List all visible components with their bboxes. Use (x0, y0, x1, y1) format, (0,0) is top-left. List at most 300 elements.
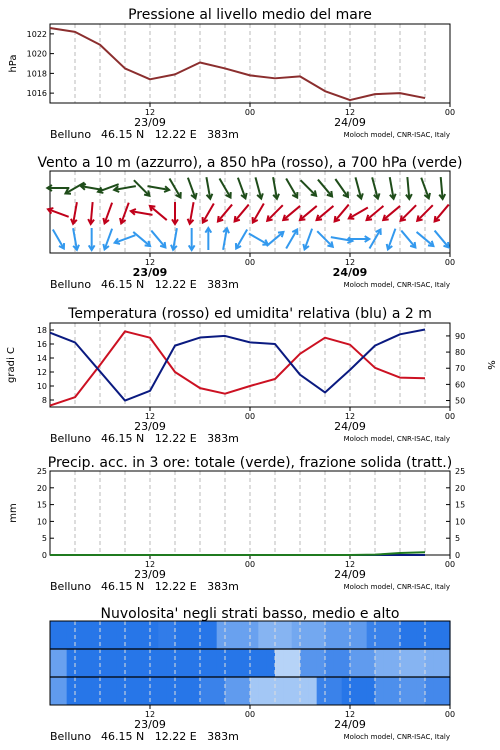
wind-arrow-700-hPa (134, 180, 150, 196)
total-precip-line (50, 552, 425, 555)
panel-title: Pressione al livello medio del mare (128, 7, 372, 23)
cloud-cell-alto (175, 621, 184, 649)
cloud-cell-medio (283, 649, 292, 677)
wind-arrow-700-hPa (206, 177, 212, 199)
model-credit: Moloch model, CNR-ISAC, Italy (343, 435, 450, 443)
location-coords: 46.15 N 12.22 E 383m (101, 730, 239, 743)
wind-arrow-10-m (249, 234, 268, 245)
cloud-cell-alto (167, 621, 176, 649)
cloud-cell-basso (333, 677, 342, 705)
cloud-cell-medio (67, 649, 76, 677)
cloud-cell-basso (317, 677, 326, 705)
cloud-cell-basso (408, 677, 417, 705)
panel-title: Temperatura (rosso) ed umidita' relativa (blu) a 2 m (68, 306, 432, 322)
cloud-cell-basso (200, 677, 209, 705)
panel-title: Precip. acc. in 3 ore: totale (verde), frazione solida (tratt.) (47, 455, 453, 471)
arrow-shaft (286, 178, 297, 197)
x-tick-label: 00 (444, 108, 456, 117)
location-name: Belluno (50, 128, 92, 141)
x-tick-label: 12 (344, 412, 356, 421)
cloud-cell-alto (350, 621, 359, 649)
pressure-line (50, 28, 425, 100)
cloud-cell-alto (408, 621, 417, 649)
y-tick-label-right: 60 (455, 380, 466, 390)
y-tick-label: 20 (36, 483, 47, 493)
cloud-cell-alto (325, 621, 334, 649)
arrow-shaft (283, 206, 300, 220)
wind-arrow-700-hPa (238, 178, 247, 199)
wind-arrow-700-hPa (301, 180, 317, 196)
wind-arrow-850-hPa (435, 205, 449, 222)
cloud-cell-alto (142, 621, 151, 649)
y-axis-label: gradi C (6, 347, 17, 383)
cloud-cell-alto (367, 621, 376, 649)
y-tick-label-right: 50 (455, 396, 466, 406)
arrow-shaft (401, 205, 417, 221)
cloud-cell-medio (217, 649, 226, 677)
location-name: Belluno (50, 278, 92, 291)
x-tick-label: 12 (144, 412, 156, 421)
cloud-cell-medio (275, 649, 284, 677)
cloud-cell-medio (142, 649, 151, 677)
y-tick-label-right: 5 (455, 534, 461, 544)
cloud-cell-medio (325, 649, 334, 677)
cloud-cell-alto (92, 621, 101, 649)
wind-arrow-700-hPa (406, 177, 412, 199)
wind-arrow-700-hPa (148, 186, 170, 192)
cloud-cell-basso (258, 677, 267, 705)
arrow-shaft (235, 205, 249, 222)
cloud-cell-medio (250, 649, 259, 677)
cloud-cell-alto (292, 621, 301, 649)
wind-arrow-700-hPa (439, 177, 445, 199)
x-tick-label: 00 (244, 560, 256, 569)
y-tick-label-right: 70 (455, 364, 466, 374)
wind-arrow-10-m (205, 228, 211, 250)
wind-arrow-850-hPa (349, 208, 368, 219)
cloud-cell-alto (217, 621, 226, 649)
cloud-cell-basso (375, 677, 384, 705)
cloud-cell-basso (83, 677, 92, 705)
y-tick-label-right: 15 (455, 500, 466, 510)
x-tick-label: 12 (344, 560, 356, 569)
arrow-shaft (335, 205, 349, 222)
wind-arrow-850-hPa (131, 209, 153, 215)
y-tick-label-right: 20 (455, 483, 466, 493)
wind-arrow-700-hPa (421, 178, 430, 199)
date-label: 24/09 (332, 266, 368, 279)
wind-arrow-850-hPa (335, 205, 349, 222)
wind-arrow-850-hPa (401, 205, 417, 221)
cloud-cell-alto (100, 621, 109, 649)
cloud-cell-basso (325, 677, 334, 705)
wind-arrow-850-hPa (120, 203, 129, 224)
cloud-cell-basso (342, 677, 351, 705)
y-tick-label: 1020 (26, 49, 47, 59)
date-label: 24/09 (334, 116, 366, 129)
cloud-cell-medio (308, 649, 317, 677)
y-tick-label: 5 (41, 534, 47, 544)
cloud-cell-medio (225, 649, 234, 677)
cloud-cell-basso (392, 677, 401, 705)
cloud-cell-medio (425, 649, 434, 677)
location-coords: 46.15 N 12.22 E 383m (101, 128, 239, 141)
date-label: 23/09 (134, 568, 166, 581)
wind-arrow-850-hPa (103, 203, 112, 224)
wind-arrow-10-m (89, 228, 95, 250)
cloud-cell-basso (292, 677, 301, 705)
arrow-shaft (401, 231, 415, 248)
cloud-cell-alto (308, 621, 317, 649)
arrow-shaft (53, 229, 64, 248)
y-tick-label-right: 80 (455, 348, 466, 358)
cloud-cell-medio (292, 649, 301, 677)
cloud-cell-alto (392, 621, 401, 649)
cloud-cell-alto (192, 621, 201, 649)
cloud-cell-medio (258, 649, 267, 677)
cloud-cell-alto (383, 621, 392, 649)
y-tick-label: 10 (36, 517, 47, 527)
model-credit: Moloch model, CNR-ISAC, Italy (343, 131, 450, 139)
temperature-line (50, 331, 425, 405)
wind-arrow-850-hPa (203, 203, 214, 222)
cloud-cell-medio (75, 649, 84, 677)
cloud-cell-medio (100, 649, 109, 677)
cloud-cell-alto (200, 621, 209, 649)
cloud-cell-alto (58, 621, 67, 649)
cloud-cell-medio (408, 649, 417, 677)
y-tick-label: 1018 (26, 69, 47, 79)
cloud-cell-basso (367, 677, 376, 705)
cloud-cell-medio (300, 649, 309, 677)
x-tick-label: 12 (344, 258, 356, 267)
wind-arrow-850-hPa (71, 202, 77, 224)
wind-arrow-700-hPa (255, 177, 262, 198)
wind-arrow-850-hPa (48, 208, 69, 217)
y-axis-label: mm (8, 503, 19, 523)
wind-arrow-10-m (223, 228, 229, 250)
x-tick-label: 00 (244, 258, 256, 267)
wind-arrow-700-hPa (390, 177, 396, 199)
cloud-cell-medio (242, 649, 251, 677)
y-tick-label-right: 90 (455, 331, 466, 341)
cloud-cell-medio (400, 649, 409, 677)
y-tick-label-right: 25 (455, 467, 466, 476)
x-tick-label: 12 (344, 108, 356, 117)
cloud-cell-medio (442, 649, 451, 677)
wind-arrow-700-hPa (273, 177, 279, 199)
wind-arrow-700-hPa (47, 185, 69, 191)
cloud-cell-alto (108, 621, 117, 649)
location-coords: 46.15 N 12.22 E 383m (101, 278, 239, 291)
cloud-cell-basso (400, 677, 409, 705)
cloud-cell-alto (358, 621, 367, 649)
cloud-cell-alto (333, 621, 342, 649)
cloud-cell-medio (350, 649, 359, 677)
plot-frame (50, 24, 450, 103)
cloud-cell-medio (108, 649, 117, 677)
cloud-cell-medio (92, 649, 101, 677)
cloud-cell-basso (117, 677, 126, 705)
cloud-cell-medio (233, 649, 242, 677)
arrow-shaft (435, 205, 449, 222)
cloud-cell-basso (50, 677, 59, 705)
cloud-cell-basso (425, 677, 434, 705)
cloud-cell-basso (75, 677, 84, 705)
location-name: Belluno (50, 730, 92, 743)
cloud-cell-basso (183, 677, 192, 705)
cloud-cell-alto (75, 621, 84, 649)
location-coords: 46.15 N 12.22 E 383m (101, 580, 239, 593)
x-tick-label: 00 (244, 710, 256, 719)
cloud-cell-basso (250, 677, 259, 705)
cloud-cell-medio (392, 649, 401, 677)
cloud-cell-alto (133, 621, 142, 649)
date-label: 23/09 (134, 420, 166, 433)
cloud-cell-basso (133, 677, 142, 705)
model-credit: Moloch model, CNR-ISAC, Italy (343, 583, 450, 591)
cloud-cell-alto (183, 621, 192, 649)
arrow-shaft (435, 231, 449, 248)
cloud-cell-medio (58, 649, 67, 677)
cloud-cell-basso (158, 677, 167, 705)
wind-arrow-10-m (435, 231, 449, 248)
y-tick-label: 1022 (26, 29, 47, 39)
location-coords: 46.15 N 12.22 E 383m (101, 432, 239, 445)
cloud-cell-basso (300, 677, 309, 705)
arrow-shaft (301, 180, 317, 196)
x-tick-label: 00 (244, 108, 256, 117)
cloud-cell-basso (383, 677, 392, 705)
wind-arrow-10-m (236, 229, 247, 248)
cloud-cell-medio (417, 649, 426, 677)
cloud-cell-medio (192, 649, 201, 677)
cloud-cell-medio (150, 649, 159, 677)
cloud-cell-alto (208, 621, 217, 649)
wind-arrow-10-m (151, 231, 165, 248)
wind-arrow-700-hPa (355, 177, 362, 198)
cloud-cell-basso (192, 677, 201, 705)
y-tick-label-right: 10 (455, 517, 466, 527)
wind-arrow-10-m (103, 229, 112, 250)
arrow-shaft (249, 234, 268, 245)
arrow-shaft (335, 179, 348, 197)
y-tick-label: 8 (41, 396, 47, 405)
wind-arrow-700-hPa (335, 179, 348, 197)
x-tick-label: 00 (244, 412, 256, 421)
cloud-cell-alto (275, 621, 284, 649)
cloud-cell-alto (433, 621, 442, 649)
cloud-cell-alto (225, 621, 234, 649)
cloud-cell-basso (67, 677, 76, 705)
cloud-cell-medio (358, 649, 367, 677)
date-label: 23/09 (132, 266, 168, 279)
y-tick-label: 12 (36, 368, 47, 377)
x-tick-label: 00 (444, 560, 456, 569)
x-tick-label: 00 (444, 412, 456, 421)
cloud-cell-medio (183, 649, 192, 677)
cloud-cell-medio (317, 649, 326, 677)
arrow-shaft (134, 180, 150, 196)
cloud-cell-alto (425, 621, 434, 649)
arrow-shaft (253, 203, 264, 222)
arrow-shaft (203, 203, 214, 222)
x-tick-label: 12 (344, 710, 356, 719)
y-tick-label-right: 0 (455, 551, 461, 560)
cloud-cell-medio (158, 649, 167, 677)
cloud-cell-basso (208, 677, 217, 705)
cloud-cell-basso (233, 677, 242, 705)
wind-arrow-10-m (133, 232, 150, 246)
cloud-cell-alto (342, 621, 351, 649)
cloud-cell-alto (317, 621, 326, 649)
cloud-cell-alto (250, 621, 259, 649)
wind-arrow-850-hPa (88, 202, 94, 224)
arrow-shaft (133, 232, 150, 246)
cloud-cell-medio (125, 649, 134, 677)
x-tick-label: 12 (144, 710, 156, 719)
cloud-cell-alto (125, 621, 134, 649)
cloud-cell-medio (383, 649, 392, 677)
wind-arrow-700-hPa (286, 178, 297, 197)
wind-arrow-850-hPa (172, 202, 178, 224)
date-label: 23/09 (134, 718, 166, 731)
wind-arrow-850-hPa (253, 203, 264, 222)
y-tick-label: 16 (36, 340, 47, 349)
cloud-cell-basso (100, 677, 109, 705)
location-name: Belluno (50, 432, 92, 445)
cloud-cell-medio (83, 649, 92, 677)
cloud-cell-basso (433, 677, 442, 705)
arrow-shaft (150, 206, 167, 220)
cloud-cell-medio (267, 649, 276, 677)
y-tick-label: 0 (41, 551, 47, 560)
wind-arrow-10-m (171, 228, 177, 250)
y-tick-label: 15 (36, 500, 47, 510)
cloud-cell-basso (167, 677, 176, 705)
y-tick-label: 1016 (26, 89, 47, 99)
wind-arrow-10-m (401, 231, 415, 248)
cloud-cell-medio (208, 649, 217, 677)
cloud-cell-basso (175, 677, 184, 705)
cloud-cell-medio (333, 649, 342, 677)
cloud-cell-alto (67, 621, 76, 649)
wind-arrow-850-hPa (300, 206, 317, 220)
wind-arrow-10-m (331, 237, 353, 243)
location-name: Belluno (50, 580, 92, 593)
date-label: 24/09 (334, 420, 366, 433)
y-axis-label-right: % (485, 360, 496, 370)
panel-title: Vento a 10 m (azzurro), a 850 hPa (rosso), a 700 hPa (verde) (37, 155, 463, 171)
cloud-cell-basso (225, 677, 234, 705)
cloud-cell-medio (200, 649, 209, 677)
cloud-cell-alto (258, 621, 267, 649)
cloud-cell-alto (150, 621, 159, 649)
cloud-cell-basso (308, 677, 317, 705)
wind-arrow-850-hPa (188, 202, 194, 224)
arrow-shaft (300, 206, 317, 220)
cloud-cell-basso (275, 677, 284, 705)
cloud-cell-basso (58, 677, 67, 705)
arrow-shaft (151, 231, 165, 248)
cloud-cell-basso (242, 677, 251, 705)
cloud-cell-alto (158, 621, 167, 649)
model-credit: Moloch model, CNR-ISAC, Italy (343, 733, 450, 741)
x-tick-label: 00 (444, 258, 456, 267)
cloud-cell-basso (350, 677, 359, 705)
y-tick-label: 25 (36, 467, 47, 476)
cloud-cell-basso (92, 677, 101, 705)
x-tick-label: 00 (444, 710, 456, 719)
cloud-cell-basso (267, 677, 276, 705)
arrow-shaft (236, 229, 247, 248)
y-axis-label: hPa (8, 54, 19, 73)
cloud-cell-alto (117, 621, 126, 649)
cloud-cell-basso (442, 677, 451, 705)
cloud-cell-basso (142, 677, 151, 705)
cloud-cell-basso (283, 677, 292, 705)
cloud-cell-basso (417, 677, 426, 705)
x-tick-label: 12 (144, 560, 156, 569)
cloud-cell-basso (125, 677, 134, 705)
cloud-cell-alto (233, 621, 242, 649)
cloud-cell-alto (417, 621, 426, 649)
cloud-cell-alto (50, 621, 59, 649)
cloud-cell-medio (117, 649, 126, 677)
cloud-cell-basso (217, 677, 226, 705)
wind-arrow-850-hPa (383, 206, 400, 220)
cloud-cell-medio (167, 649, 176, 677)
x-tick-label: 12 (144, 108, 156, 117)
cloud-cell-basso (150, 677, 159, 705)
x-tick-label: 12 (144, 258, 156, 267)
y-tick-label: 10 (36, 382, 47, 391)
wind-arrow-850-hPa (235, 205, 249, 222)
cloud-cell-medio (375, 649, 384, 677)
date-label: 24/09 (334, 568, 366, 581)
wind-arrow-850-hPa (283, 206, 300, 220)
cloud-cell-medio (50, 649, 59, 677)
wind-arrow-10-m (189, 228, 195, 250)
cloud-cell-basso (358, 677, 367, 705)
cloud-cell-medio (433, 649, 442, 677)
cloud-cell-alto (267, 621, 276, 649)
y-tick-label: 14 (36, 354, 47, 363)
cloud-cell-medio (367, 649, 376, 677)
wind-arrow-10-m (387, 229, 396, 250)
cloud-cell-alto (242, 621, 251, 649)
wind-arrow-10-m (73, 228, 79, 250)
arrow-shaft (383, 206, 400, 220)
panel-title: Nuvolosita' negli strati basso, medio e alto (100, 606, 400, 622)
date-label: 23/09 (134, 116, 166, 129)
wind-arrow-10-m (303, 229, 312, 250)
cloud-cell-medio (342, 649, 351, 677)
y-tick-label: 18 (36, 326, 47, 335)
arrow-shaft (349, 208, 368, 219)
wind-arrow-700-hPa (188, 178, 197, 199)
cloud-cell-alto (375, 621, 384, 649)
wind-arrow-10-m (53, 229, 64, 248)
cloud-cell-alto (400, 621, 409, 649)
cloud-cell-medio (175, 649, 184, 677)
cloud-cell-alto (300, 621, 309, 649)
cloud-cell-alto (283, 621, 292, 649)
cloud-cell-medio (133, 649, 142, 677)
cloud-cell-alto (442, 621, 451, 649)
cloud-cell-basso (108, 677, 117, 705)
wind-arrow-850-hPa (150, 206, 167, 220)
